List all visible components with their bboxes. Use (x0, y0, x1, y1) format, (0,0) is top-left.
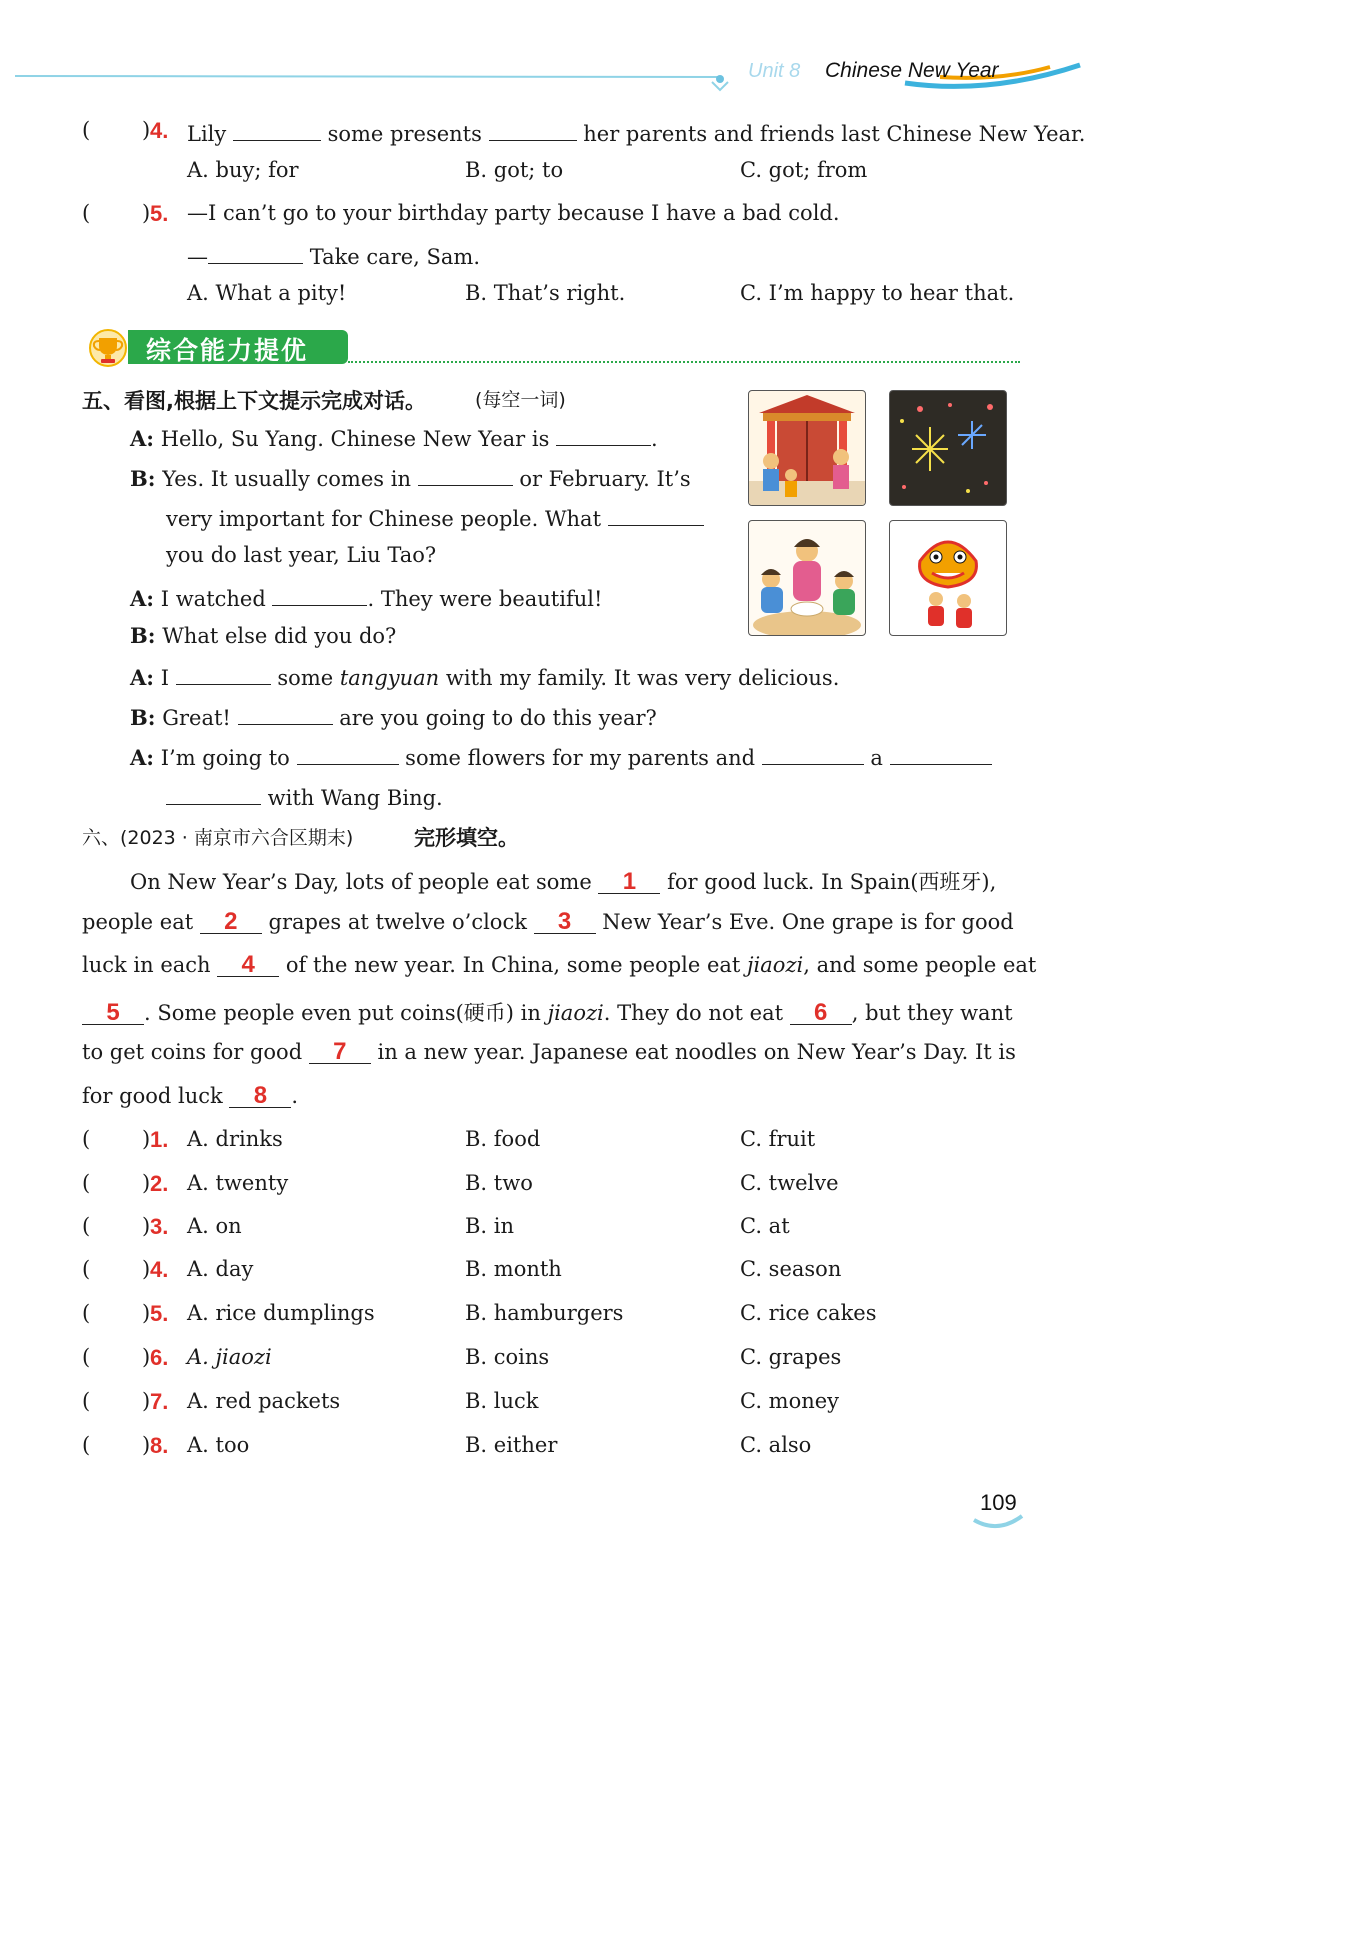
section-title-source: 六、(2023 · 南京市六合区期末) (82, 827, 354, 849)
answer-blank[interactable] (418, 463, 513, 486)
dialogue-line: A: Hello, Su Yang. Chinese New Year is . (130, 423, 658, 451)
dialogue-line: B: Yes. It usually comes in or February. It’s (130, 463, 691, 491)
option-a[interactable]: A. rice dumplings (187, 1301, 375, 1325)
cloze-blank[interactable]: 6 (790, 1002, 852, 1025)
question-number: 1. (150, 1127, 169, 1152)
option-b[interactable]: B. got; to (465, 158, 564, 182)
option-b[interactable]: B. coins (465, 1345, 550, 1369)
option-a[interactable]: A. jiaozi (187, 1345, 272, 1369)
answer-paren-close: ) (142, 118, 151, 142)
answer-paren-open: ( (82, 1257, 91, 1281)
question-number: 7. (150, 1389, 169, 1414)
fireworks-icon (890, 391, 1006, 505)
option-b[interactable]: B. two (465, 1171, 533, 1195)
picture-family-eating (748, 520, 866, 636)
question-number: 3. (150, 1214, 169, 1239)
section-note: (每空一词) (475, 389, 566, 411)
cloze-blank[interactable]: 5 (82, 1002, 144, 1025)
passage-line: to get coins for good 7 in a new year. Japanese eat noodles on New Year’s Day. It is (82, 1038, 1016, 1065)
question-response: — Take care, Sam. (187, 241, 480, 269)
option-c[interactable]: C. fruit (740, 1127, 816, 1151)
cloze-blank[interactable]: 1 (598, 871, 660, 894)
answer-blank[interactable] (489, 118, 577, 141)
answer-paren-close: ) (142, 1257, 151, 1281)
answer-blank[interactable] (233, 118, 321, 141)
dialogue-line: you do last year, Liu Tao? (166, 543, 437, 567)
answer-blank[interactable] (608, 503, 704, 526)
unit-label: Unit 8 (748, 60, 801, 82)
question-number: 4. (150, 118, 169, 143)
answer-blank[interactable] (166, 782, 261, 805)
question-row (0, 1433, 1100, 1463)
answer-paren-open: ( (82, 1433, 91, 1457)
trophy-icon (86, 328, 130, 368)
option-c[interactable]: C. I’m happy to hear that. (740, 281, 1015, 305)
question-row (0, 1214, 1100, 1244)
banner-dotted-rule (348, 361, 1020, 363)
cloze-blank[interactable]: 7 (309, 1041, 371, 1064)
passage-line: On New Year’s Day, lots of people eat some 1 for good luck. In Spain(西班牙), (130, 868, 997, 895)
answer-paren-close: ) (142, 1127, 151, 1151)
dialogue-line: B: Great! are you going to do this year? (130, 702, 657, 730)
option-c[interactable]: C. twelve (740, 1171, 839, 1195)
question-number: 5. (150, 201, 169, 226)
answer-paren-close: ) (142, 1433, 151, 1457)
passage-line: for good luck 8 . (82, 1082, 299, 1109)
answer-paren-close: ) (142, 201, 151, 225)
picture-lion-dance (889, 520, 1007, 636)
answer-paren-open: ( (82, 1301, 91, 1325)
option-c[interactable]: C. grapes (740, 1345, 842, 1369)
cloze-blank[interactable]: 2 (200, 911, 262, 934)
option-b[interactable]: B. luck (465, 1389, 539, 1413)
cloze-blank[interactable]: 8 (229, 1085, 291, 1108)
cloze-blank[interactable]: 3 (534, 911, 596, 934)
option-b[interactable]: B. either (465, 1433, 558, 1457)
question-row (0, 1301, 1100, 1331)
chinese-gate-icon (749, 391, 865, 505)
option-a[interactable]: A. What a pity! (187, 281, 347, 305)
question-number: 8. (150, 1433, 169, 1458)
option-a[interactable]: A. day (187, 1257, 254, 1281)
question-row (0, 1257, 1100, 1287)
question-number: 2. (150, 1171, 169, 1196)
answer-blank[interactable] (556, 423, 651, 446)
answer-blank[interactable] (176, 662, 271, 685)
answer-blank[interactable] (762, 742, 864, 765)
option-a[interactable]: A. on (187, 1214, 242, 1238)
answer-paren-open: ( (82, 1171, 91, 1195)
answer-paren-close: ) (142, 1345, 151, 1369)
option-b[interactable]: B. food (465, 1127, 541, 1151)
passage-line: 5 . Some people even put coins(硬币) in jiaozi. They do not eat 6 , but they want (82, 997, 1013, 1027)
answer-paren-close: ) (142, 1389, 151, 1413)
section-title: 五、看图,根据上下文提示完成对话。 (82, 389, 426, 413)
lion-dance-icon (890, 521, 1006, 635)
answer-blank[interactable] (238, 702, 333, 725)
dialogue-line: B: What else did you do? (130, 623, 397, 648)
question-row (0, 1127, 1100, 1157)
answer-paren-open: ( (82, 1389, 91, 1413)
cloze-blank[interactable]: 4 (217, 954, 279, 977)
answer-blank[interactable] (297, 742, 399, 765)
picture-family-door (748, 390, 866, 506)
answer-paren-close: ) (142, 1171, 151, 1195)
question-number: 6. (150, 1345, 169, 1370)
dialogue-line: A: I’m going to some flowers for my parents and a (130, 742, 992, 770)
answer-blank[interactable] (890, 742, 992, 765)
answer-paren-open: ( (82, 1345, 91, 1369)
passage-line: people eat 2 grapes at twelve o’clock 3 New Year’s Eve. One grape is for good (82, 908, 1014, 935)
family-dinner-icon (749, 521, 865, 635)
page-number-swoosh (968, 1512, 1028, 1532)
option-a[interactable]: A. buy; for (187, 158, 299, 182)
option-c[interactable]: C. season (740, 1257, 842, 1281)
option-c[interactable]: C. got; from (740, 158, 868, 182)
section-title: 完形填空。 (414, 826, 519, 850)
option-b[interactable]: B. That’s right. (465, 281, 626, 305)
option-c[interactable]: C. at (740, 1214, 790, 1238)
answer-paren-open: ( (82, 118, 91, 142)
question-number: 5. (150, 1301, 169, 1326)
option-a[interactable]: A. twenty (187, 1171, 289, 1195)
answer-blank[interactable] (272, 583, 367, 606)
passage-line: luck in each 4 of the new year. In China, some people eat jiaozi, and some people eat (82, 951, 1037, 978)
page-number: 109 (980, 1490, 1017, 1515)
answer-blank[interactable] (208, 241, 303, 264)
option-a[interactable]: A. red packets (187, 1389, 341, 1413)
question-number: 4. (150, 1257, 169, 1282)
answer-paren-open: ( (82, 1214, 91, 1238)
question-stem: Lily some presents her parents and friends last Chinese New Year. (187, 118, 1085, 146)
question-row (0, 1345, 1100, 1375)
question-stem: —I can’t go to your birthday party because I have a bad cold. (187, 201, 840, 225)
unit-title: Chinese New Year (825, 59, 999, 82)
option-b[interactable]: B. in (465, 1214, 515, 1238)
answer-paren-open: ( (82, 201, 91, 225)
option-c[interactable]: C. money (740, 1389, 840, 1413)
answer-paren-open: ( (82, 1127, 91, 1151)
option-b[interactable]: B. month (465, 1257, 562, 1281)
option-b[interactable]: B. hamburgers (465, 1301, 624, 1325)
answer-paren-close: ) (142, 1301, 151, 1325)
dialogue-line: A: I some tangyuan with my family. It was very delicious. (130, 662, 839, 690)
picture-fireworks (889, 390, 1007, 506)
option-a[interactable]: A. drinks (187, 1127, 283, 1151)
dialogue-line: A: I watched . They were beautiful! (130, 583, 602, 611)
banner-label: 综合能力提优 (146, 336, 309, 365)
option-c[interactable]: C. also (740, 1433, 812, 1457)
question-row (0, 1171, 1100, 1201)
question-row (0, 1389, 1100, 1419)
option-a[interactable]: A. too (187, 1433, 250, 1457)
answer-paren-close: ) (142, 1214, 151, 1238)
dialogue-line: with Wang Bing. (166, 782, 443, 810)
dialogue-line: very important for Chinese people. What (166, 503, 704, 531)
option-c[interactable]: C. rice cakes (740, 1301, 877, 1325)
